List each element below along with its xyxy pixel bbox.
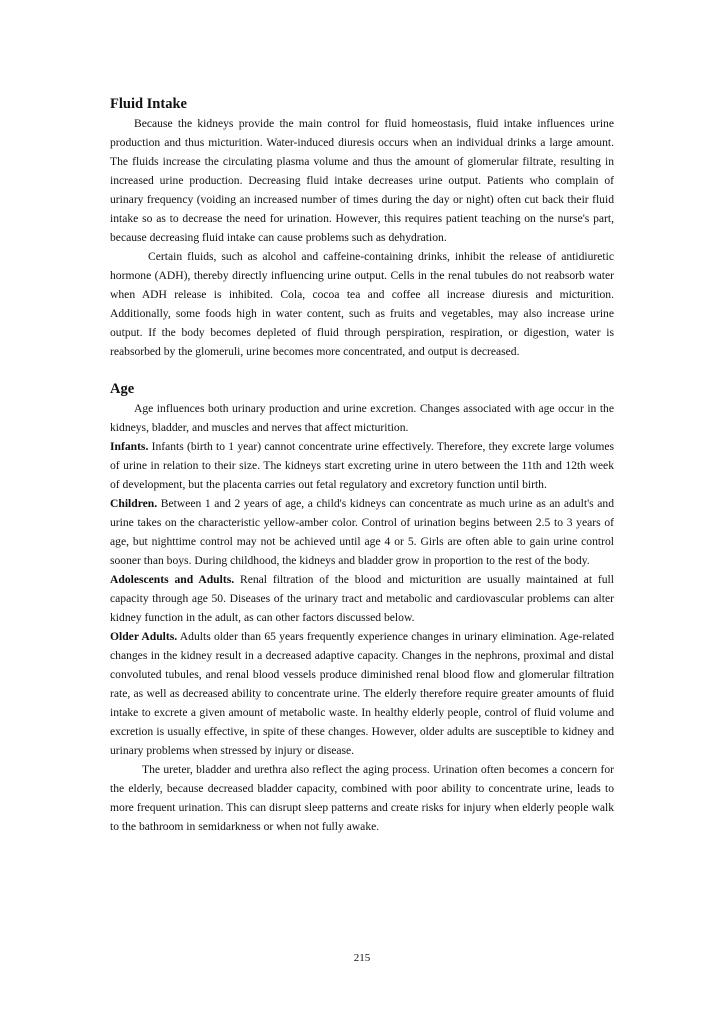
heading-fluid-intake: Fluid Intake	[110, 96, 187, 112]
paragraph-older-adults	[110, 627, 614, 760]
paragraph-fluid-intake-1: Because the kidneys provide the main control for fluid homeostasis, fluid intake influences urine production and thus micturition. Water-induced diuresis occurs when an individual drinks a large amount. The fluids increase the circulating plasma volume and thus the amount of glomerular filtrate, resulting in increased urine production. Decreasing fluid intake decreases urine output. Patients who complain of urinary frequency (voiding an increased number of times during the day or night) often cut back their fluid intake so as to decrease the need for urination. However, this requires patient teaching on the nurse's part, because decreasing fluid intake can cause problems such as dehydration.	[110, 117, 614, 244]
paragraph-adolescents-adults	[110, 570, 614, 627]
text-children: Between 1 and 2 years of age, a child's kidneys can concentrate as much urine as an adult's and urine takes on the characteristic yellow-amber color. Control of urination begins between 2.5 to 3 years of age, but nighttime control may not be achieved until age 4 or 5. Girls are often able to gain urine control sooner than boys. During childhood, the kidneys and bladder grow in proportion to the rest of the body.	[110, 497, 614, 567]
paragraph-infants	[110, 437, 614, 494]
page-body	[110, 94, 614, 836]
label-infants: Infants.	[110, 440, 149, 453]
label-children: Children.	[110, 497, 158, 510]
paragraph-children	[110, 494, 614, 570]
text-adolescents-adults: Renal filtration of the blood and micturition are usually maintained at full capacity through age 50. Diseases of the urinary tract and metabolic and cardiovascular problems can alter kidney function in the adult, as can other factors discussed below.	[110, 573, 614, 624]
section-age	[110, 379, 614, 836]
page-number: 215	[353, 952, 371, 964]
paragraph-aging-process: The ureter, bladder and urethra also reflect the aging process. Urination often becomes a concern for the elderly, because decreased bladder capacity, combined with poor ability to concentrate urine, leads to more frequent urination. This can disrupt sleep patterns and create risks for injury when elderly people walk to the bathroom in semidarkness or when not fully awake.	[110, 763, 614, 833]
text-older-adults: Adults older than 65 years frequently experience changes in urinary elimination. Age-related changes in the kidney result in a decreased adaptive capacity. Changes in the nephrons, proximal and distal convoluted tubules, and renal blood vessels produce diminished renal blood flow and glomerular filtration rate, as well as decreased ability to concentrate urine. The elderly therefore require greater amounts of fluid intake to excrete a given amount of metabolic waste. In healthy elderly people, control of fluid volume and excretion is usually effective, in spite of these changes. However, older adults are susceptible to kidney and urinary problems when stressed by injury or disease.	[110, 630, 615, 757]
text-infants: Infants (birth to 1 year) cannot concentrate urine effectively. Therefore, they excrete large volumes of urine in relation to their size. The kidneys start excreting urine in utero between the 11th and 12th week of development, but the placenta carries out fetal regulatory and excretory function until birth.	[110, 440, 614, 491]
section-fluid-intake	[110, 94, 614, 361]
heading-age: Age	[110, 381, 135, 397]
paragraph-fluid-intake-2: Certain fluids, such as alcohol and caffeine-containing drinks, inhibit the release of antidiuretic hormone (ADH), thereby directly influencing urine output. Cells in the renal tubules do not reabsorb water when ADH release is inhibited. Cola, cocoa tea and coffee all increase diuresis and micturition. Additionally, some foods high in water content, such as fruits and vegetables, may also increase urine output. If the body becomes depleted of fluid through perspiration, respiration, or digestion, water is reabsorbed by the glomeruli, urine becomes more concentrated, and output is decreased.	[110, 250, 614, 358]
label-older-adults: Older Adults.	[110, 630, 178, 643]
paragraph-age-intro: Age influences both urinary production and urine excretion. Changes associated with age occur in the kidneys, bladder, and muscles and nerves that affect micturition.	[110, 402, 614, 434]
label-adolescents-adults: Adolescents and Adults.	[110, 573, 235, 586]
